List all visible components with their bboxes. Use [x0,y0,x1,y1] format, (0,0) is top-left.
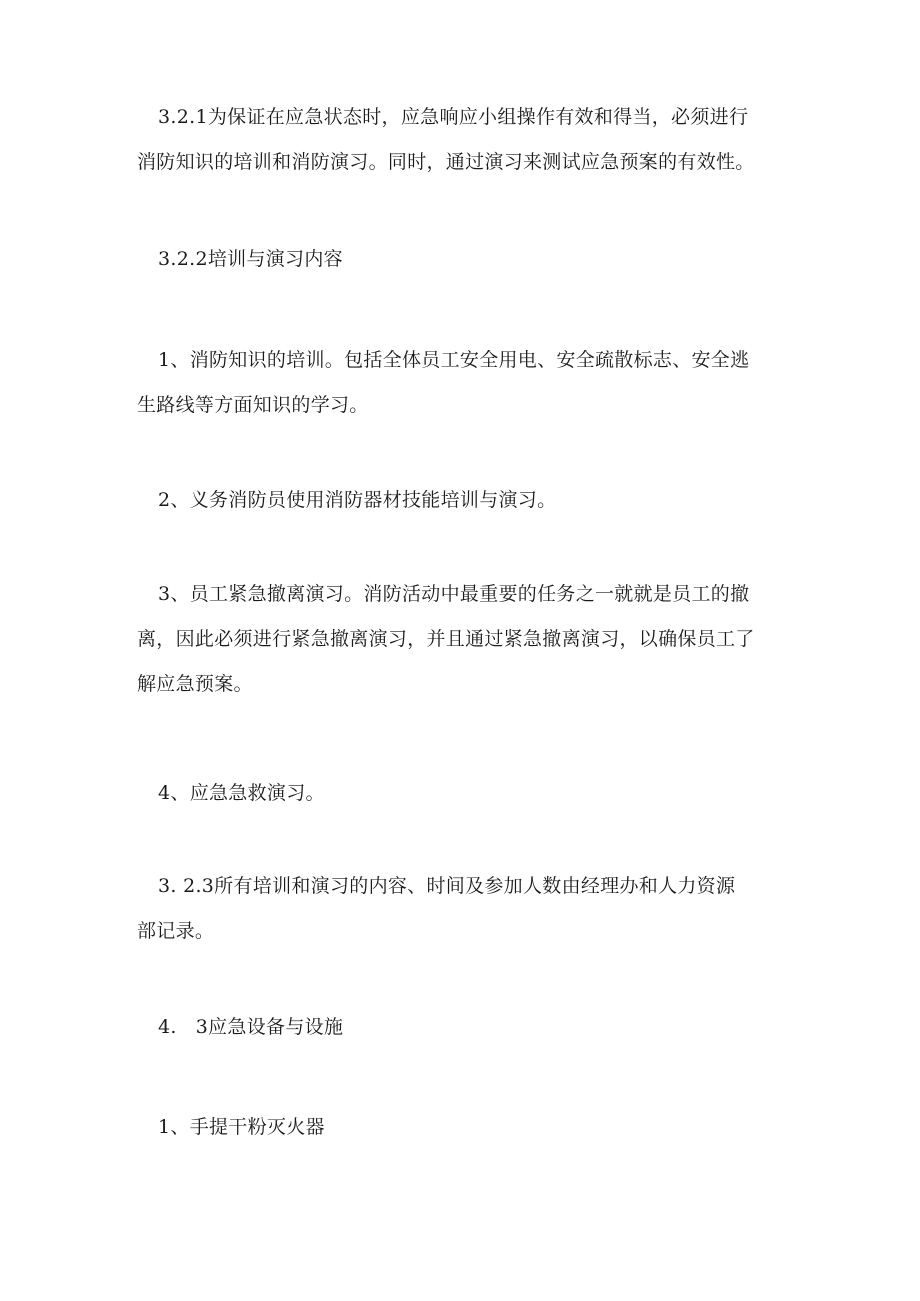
paragraph-line: 3. 2.3所有培训和演习的内容、时间及参加人数由经理办和人力资源 [158,875,736,897]
list-item-2 [137,478,787,523]
paragraph-3-2-2-heading [137,237,787,282]
paragraph-line: 1、消防知识的培训。包括全体员工安全用电、安全疏散标志、安全逃 [158,349,750,371]
paragraph-line: 3.2.1为保证在应急状态时，应急响应小组操作有效和得当，必须进行 [158,106,749,128]
list-item-3 [137,572,787,707]
paragraph-line: 2、义务消防员使用消防器材技能培训与演习。 [158,489,557,511]
paragraph-line: 3.2.2培训与演习内容 [158,248,343,270]
paragraph-line: 3、员工紧急撤离演习。消防活动中最重要的任务之一就就是员工的撤 [158,583,750,605]
list-item-4 [137,771,787,816]
paragraph-line: 4. 3应急设备与设施 [158,1016,344,1038]
paragraph-line: 离，因此必须进行紧急撤离演习，并且通过紧急撤离演习，以确保员工了 [137,628,755,650]
paragraph-line: 4、应急急救演习。 [158,782,325,804]
paragraph-3-2-1 [137,95,787,185]
section-4-3-heading [137,1005,787,1050]
paragraph-line: 解应急预案。 [137,673,253,695]
paragraph-line: 1、手提干粉灭火器 [158,1116,325,1138]
equipment-item-1 [137,1105,787,1150]
paragraph-line: 消防知识的培训和消防演习。同时，通过演习来测试应急预案的有效性。 [137,151,755,173]
paragraph-line: 生路线等方面知识的学习。 [137,394,369,416]
paragraph-3-2-3 [137,864,787,954]
paragraph-line: 部记录。 [137,920,215,942]
list-item-1 [137,338,787,428]
